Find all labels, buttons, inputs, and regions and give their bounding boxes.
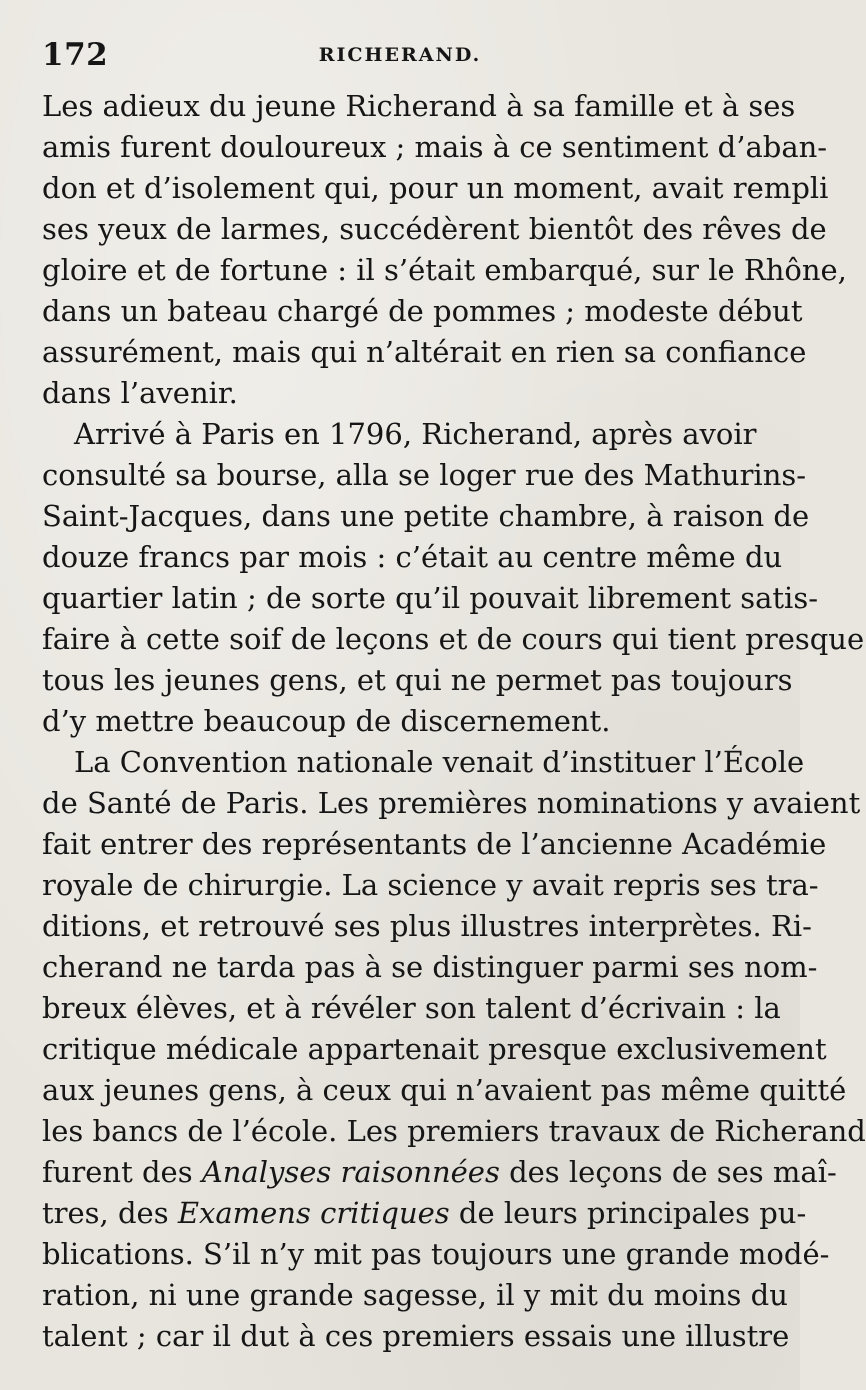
text-line: dans l’avenir.	[42, 376, 238, 410]
text-line: les bancs de l’école. Les premiers travaux de Richerand	[42, 1114, 866, 1148]
text-line: tous les jeunes gens, et qui ne permet pas toujours	[42, 663, 793, 697]
text-line-with-italic	[42, 1193, 807, 1234]
text-line: breux élèves, et à révéler son talent d’écrivain : la	[42, 991, 781, 1025]
text-line: don et d’isolement qui, pour un moment, avait rempli	[42, 171, 829, 205]
text-line: consulté sa bourse, alla se loger rue des Mathurins-	[42, 458, 807, 492]
body-text	[42, 86, 866, 1357]
running-title: RICHERAND.	[318, 44, 482, 66]
italic-title-examens: Examens critiques	[177, 1196, 450, 1230]
text-line: douze francs par mois : c’était au centre même du	[42, 540, 783, 574]
text-line: fait entrer des représentants de l’ancienne Académie	[42, 827, 827, 861]
text-fragment: des leçons de ses maî-	[499, 1155, 837, 1189]
text-fragment: tres, des	[42, 1196, 178, 1230]
paragraph-3	[42, 742, 866, 1357]
page-number: 172	[42, 37, 109, 73]
text-line: royale de chirurgie. La science y avait repris ses tra-	[42, 868, 819, 902]
paragraph-2	[42, 414, 865, 742]
text-line: talent ; car il dut à ces premiers essais une illustre	[42, 1319, 790, 1353]
text-line: ses yeux de larmes, succédèrent bientôt des rêves de	[42, 212, 827, 246]
running-head	[42, 38, 758, 78]
text-line: Saint-Jacques, dans une petite chambre, à raison de	[42, 499, 810, 533]
text-line: blications. S’il n’y mit pas toujours une grande modé-	[42, 1237, 830, 1271]
text-line: Arrivé à Paris en 1796, Richerand, après avoir	[74, 417, 757, 451]
text-line: d’y mettre beaucoup de discernement.	[42, 704, 611, 738]
text-line: La Convention nationale venait d’instituer l’École	[74, 745, 805, 779]
paragraph-1	[42, 86, 847, 414]
text-line-with-italic	[42, 1152, 837, 1193]
text-line: critique médicale appartenait presque exclusivement	[42, 1032, 827, 1066]
text-line: aux jeunes gens, à ceux qui n’avaient pas même quitté	[42, 1073, 847, 1107]
text-line: gloire et de fortune : il s’était embarqué, sur le Rhône,	[42, 253, 847, 287]
text-line: quartier latin ; de sorte qu’il pouvait librement satis-	[42, 581, 819, 615]
text-line: assurément, mais qui n’altérait en rien sa confiance	[42, 335, 807, 369]
italic-title-analyses: Analyses raisonnées	[201, 1155, 500, 1189]
text-line: cherand ne tarda pas à se distinguer parmi ses nom-	[42, 950, 818, 984]
text-line: de Santé de Paris. Les premières nominations y avaient	[42, 786, 861, 820]
text-fragment: de leurs principales pu-	[449, 1196, 807, 1230]
text-line: Les adieux du jeune Richerand à sa famille et à ses	[42, 89, 796, 123]
text-line: faire à cette soif de leçons et de cours qui tient presque	[42, 622, 865, 656]
text-line: ditions, et retrouvé ses plus illustres interprètes. Ri-	[42, 909, 812, 943]
text-line: dans un bateau chargé de pommes ; modeste début	[42, 294, 803, 328]
text-fragment: furent des	[42, 1155, 202, 1189]
text-line: amis furent douloureux ; mais à ce sentiment d’aban-	[42, 130, 828, 164]
text-line: ration, ni une grande sagesse, il y mit du moins du	[42, 1278, 788, 1312]
